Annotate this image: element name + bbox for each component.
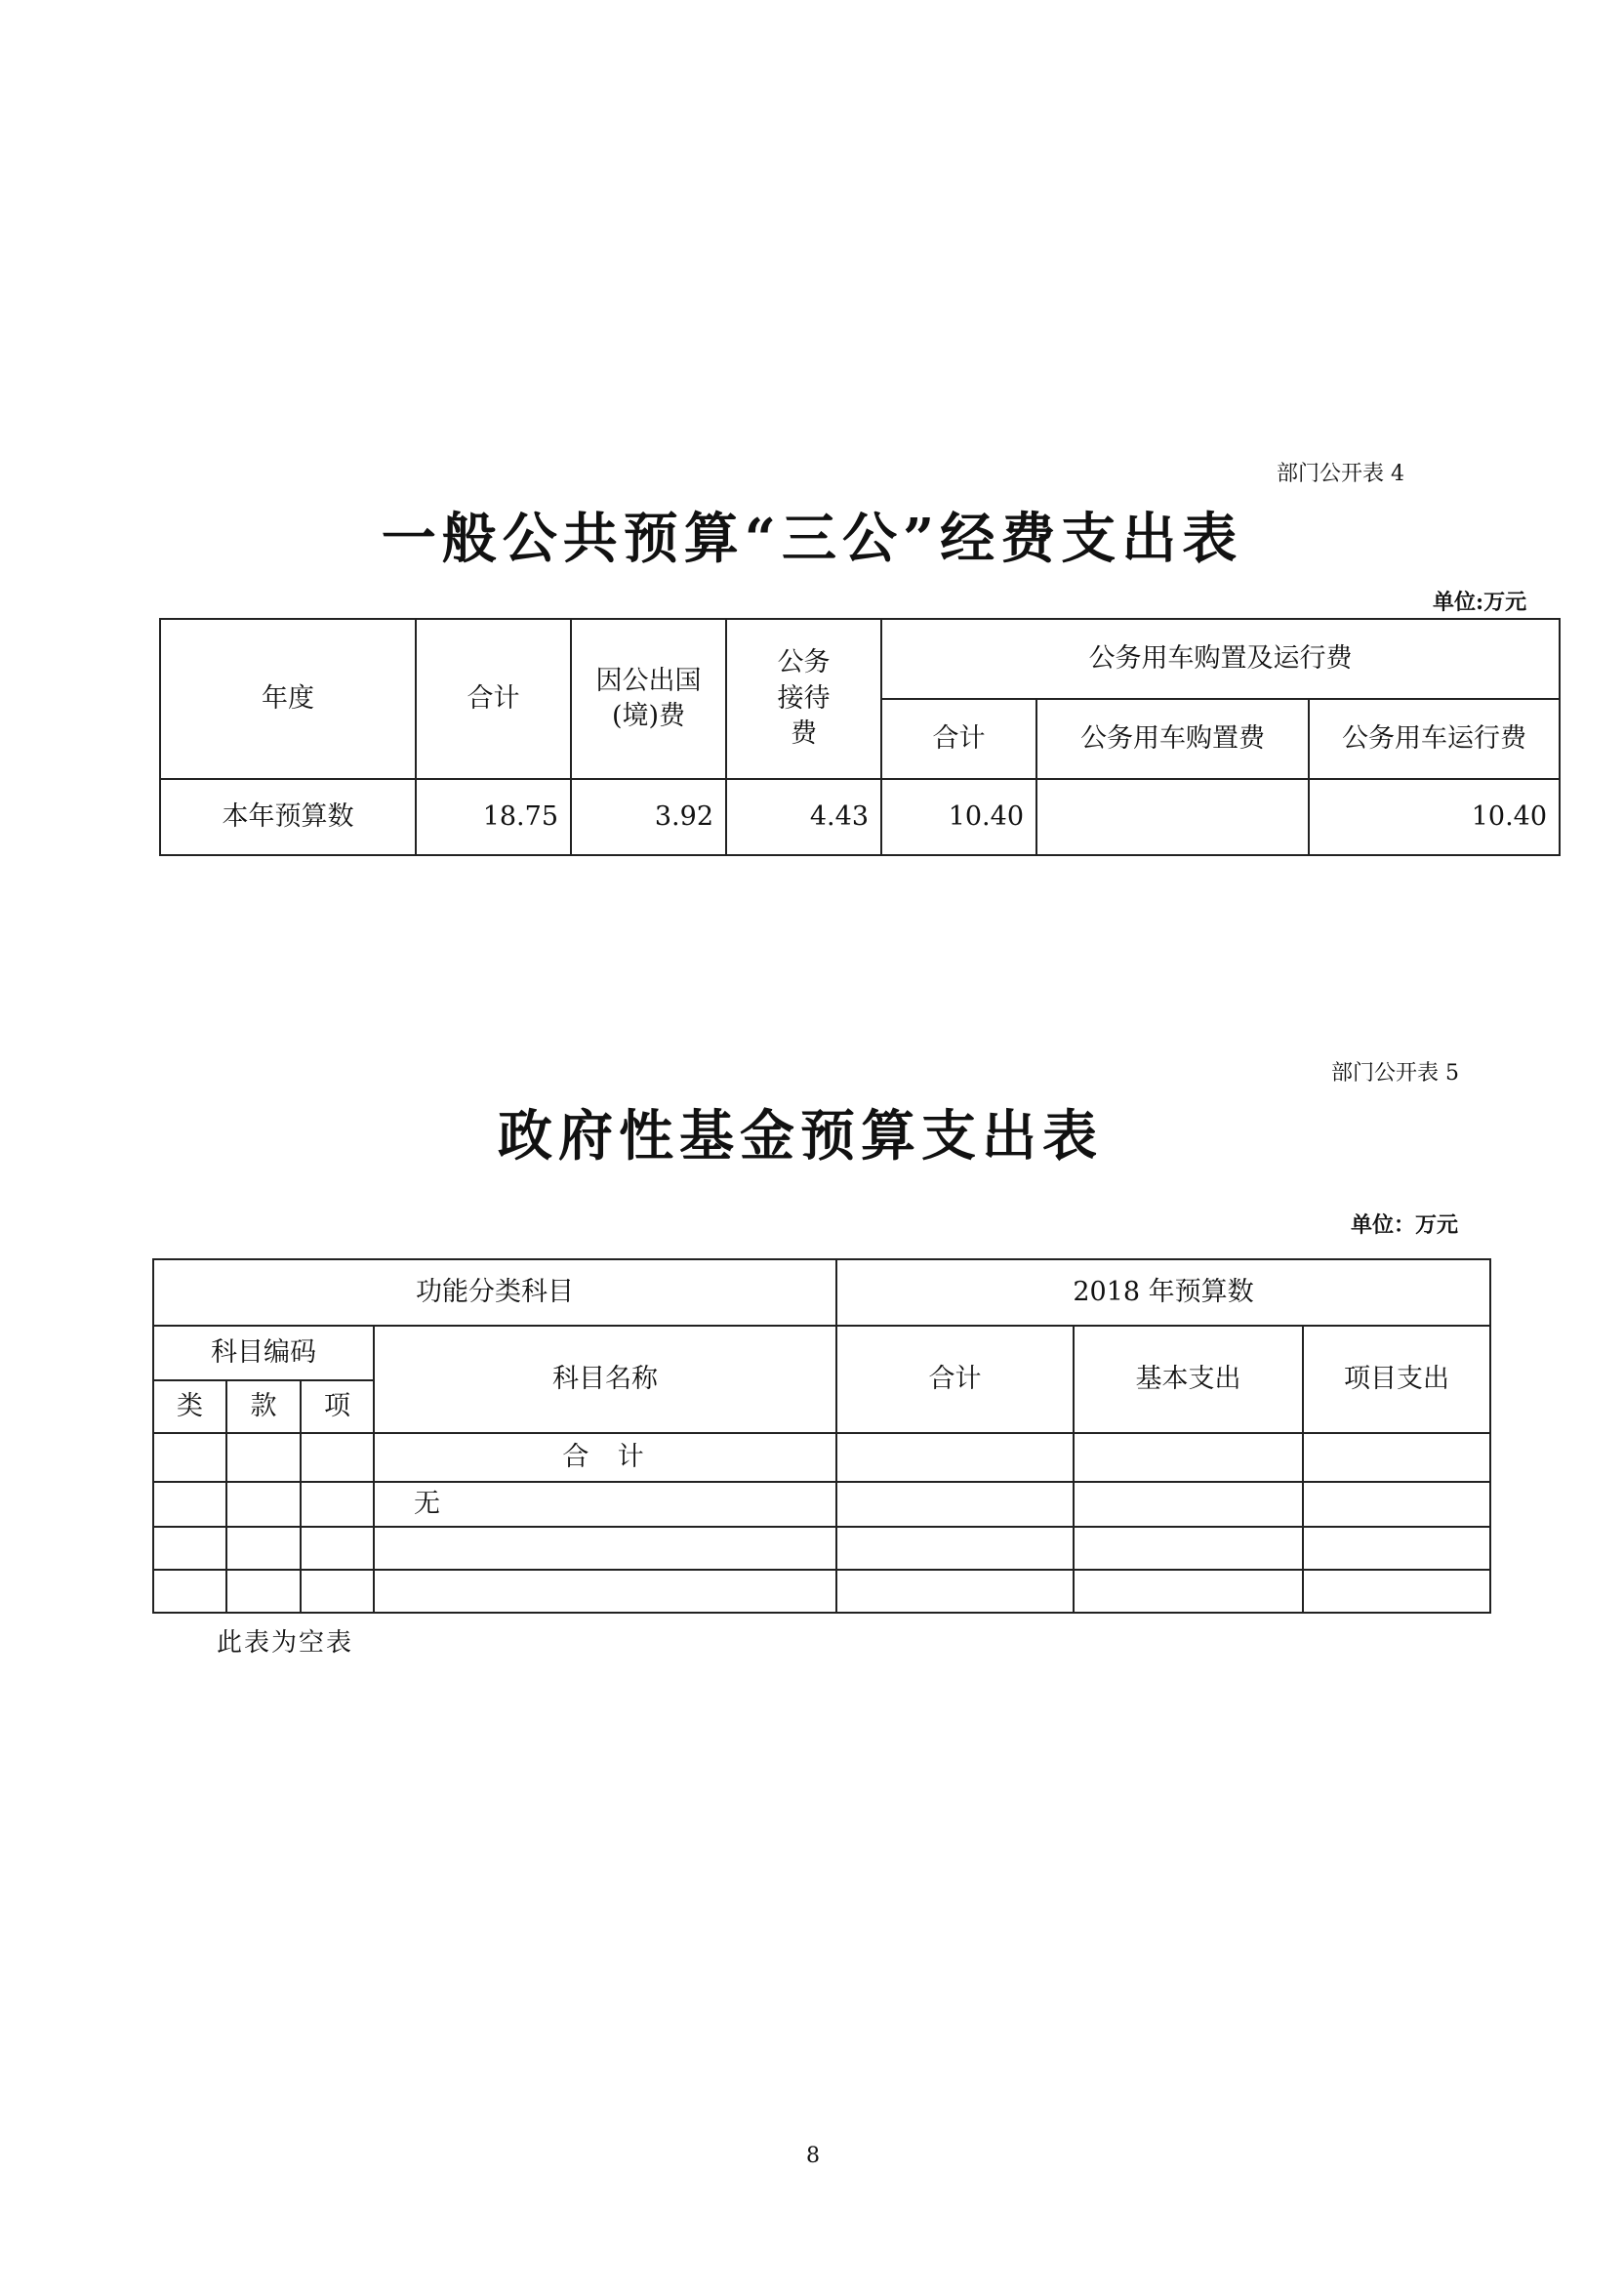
table-cell bbox=[1074, 1527, 1303, 1570]
header-total: 合计 bbox=[836, 1326, 1074, 1433]
row-label: 本年预算数 bbox=[160, 779, 416, 855]
header-project: 项目支出 bbox=[1303, 1326, 1490, 1433]
table5-title: 政府性基金预算支出表 bbox=[498, 1104, 1103, 1168]
header-abroad bbox=[571, 619, 726, 779]
row-name-none: 无 bbox=[374, 1482, 836, 1527]
table-cell bbox=[301, 1527, 374, 1570]
table-cell bbox=[374, 1527, 836, 1570]
table-cell bbox=[226, 1527, 301, 1570]
government-fund-table bbox=[152, 1258, 1491, 1614]
row-vehicle-operation: 10.40 bbox=[1309, 779, 1560, 855]
table-cell bbox=[226, 1482, 301, 1527]
header-vehicle-group: 公务用车购置及运行费 bbox=[881, 619, 1560, 699]
table-cell bbox=[836, 1433, 1074, 1482]
table-cell bbox=[226, 1570, 301, 1613]
table-cell bbox=[836, 1527, 1074, 1570]
table-cell bbox=[1074, 1433, 1303, 1482]
table-cell bbox=[153, 1482, 226, 1527]
header-abroad-text: 因公出国(境)费 bbox=[595, 665, 702, 731]
table-cell bbox=[836, 1570, 1074, 1613]
table4-unit: 单位:万元 bbox=[1433, 590, 1527, 615]
header-basic: 基本支出 bbox=[1074, 1326, 1303, 1433]
table-cell bbox=[301, 1482, 374, 1527]
table-cell bbox=[1303, 1527, 1490, 1570]
header-kuan: 款 bbox=[226, 1380, 301, 1433]
row-vehicle-purchase bbox=[1036, 779, 1309, 855]
header-xiang: 项 bbox=[301, 1380, 374, 1433]
header-total: 合计 bbox=[416, 619, 571, 779]
header-vehicle-purchase: 公务用车购置费 bbox=[1036, 699, 1309, 779]
table-cell bbox=[1074, 1482, 1303, 1527]
table-cell bbox=[153, 1570, 226, 1613]
row-total: 18.75 bbox=[416, 779, 571, 855]
table-cell bbox=[301, 1433, 374, 1482]
table-cell bbox=[1303, 1570, 1490, 1613]
table4-title: 一般公共预算“三公”经费支出表 bbox=[381, 507, 1243, 571]
table-cell bbox=[374, 1570, 836, 1613]
table-cell bbox=[1303, 1482, 1490, 1527]
header-lei: 类 bbox=[153, 1380, 226, 1433]
row-abroad: 3.92 bbox=[571, 779, 726, 855]
header-code: 科目编码 bbox=[153, 1326, 374, 1380]
three-public-expenses-table bbox=[159, 618, 1561, 856]
table4-label: 部门公开表 4 bbox=[1277, 462, 1404, 486]
row-vehicle-total: 10.40 bbox=[881, 779, 1036, 855]
table-cell bbox=[153, 1433, 226, 1482]
header-year: 年度 bbox=[160, 619, 416, 779]
page-number: 8 bbox=[806, 2144, 820, 2168]
table-cell bbox=[301, 1570, 374, 1613]
header-budget-year: 2018 年预算数 bbox=[836, 1259, 1490, 1326]
table5-label: 部门公开表 5 bbox=[1331, 1061, 1459, 1086]
header-vehicle-operation: 公务用车运行费 bbox=[1309, 699, 1560, 779]
table-cell bbox=[1303, 1433, 1490, 1482]
table5-unit: 单位：万元 bbox=[1351, 1212, 1459, 1238]
header-reception bbox=[726, 619, 881, 779]
empty-table-note: 此表为空表 bbox=[217, 1628, 354, 1658]
table-cell bbox=[153, 1527, 226, 1570]
header-subject-name: 科目名称 bbox=[374, 1326, 836, 1433]
header-function-class: 功能分类科目 bbox=[153, 1259, 836, 1326]
table-cell bbox=[836, 1482, 1074, 1527]
table-cell bbox=[226, 1433, 301, 1482]
table-cell bbox=[1074, 1570, 1303, 1613]
header-reception-text: 公务接待费 bbox=[777, 647, 831, 750]
row-reception: 4.43 bbox=[726, 779, 881, 855]
header-vehicle-total: 合计 bbox=[881, 699, 1036, 779]
row-total-label: 合 计 bbox=[374, 1433, 836, 1482]
